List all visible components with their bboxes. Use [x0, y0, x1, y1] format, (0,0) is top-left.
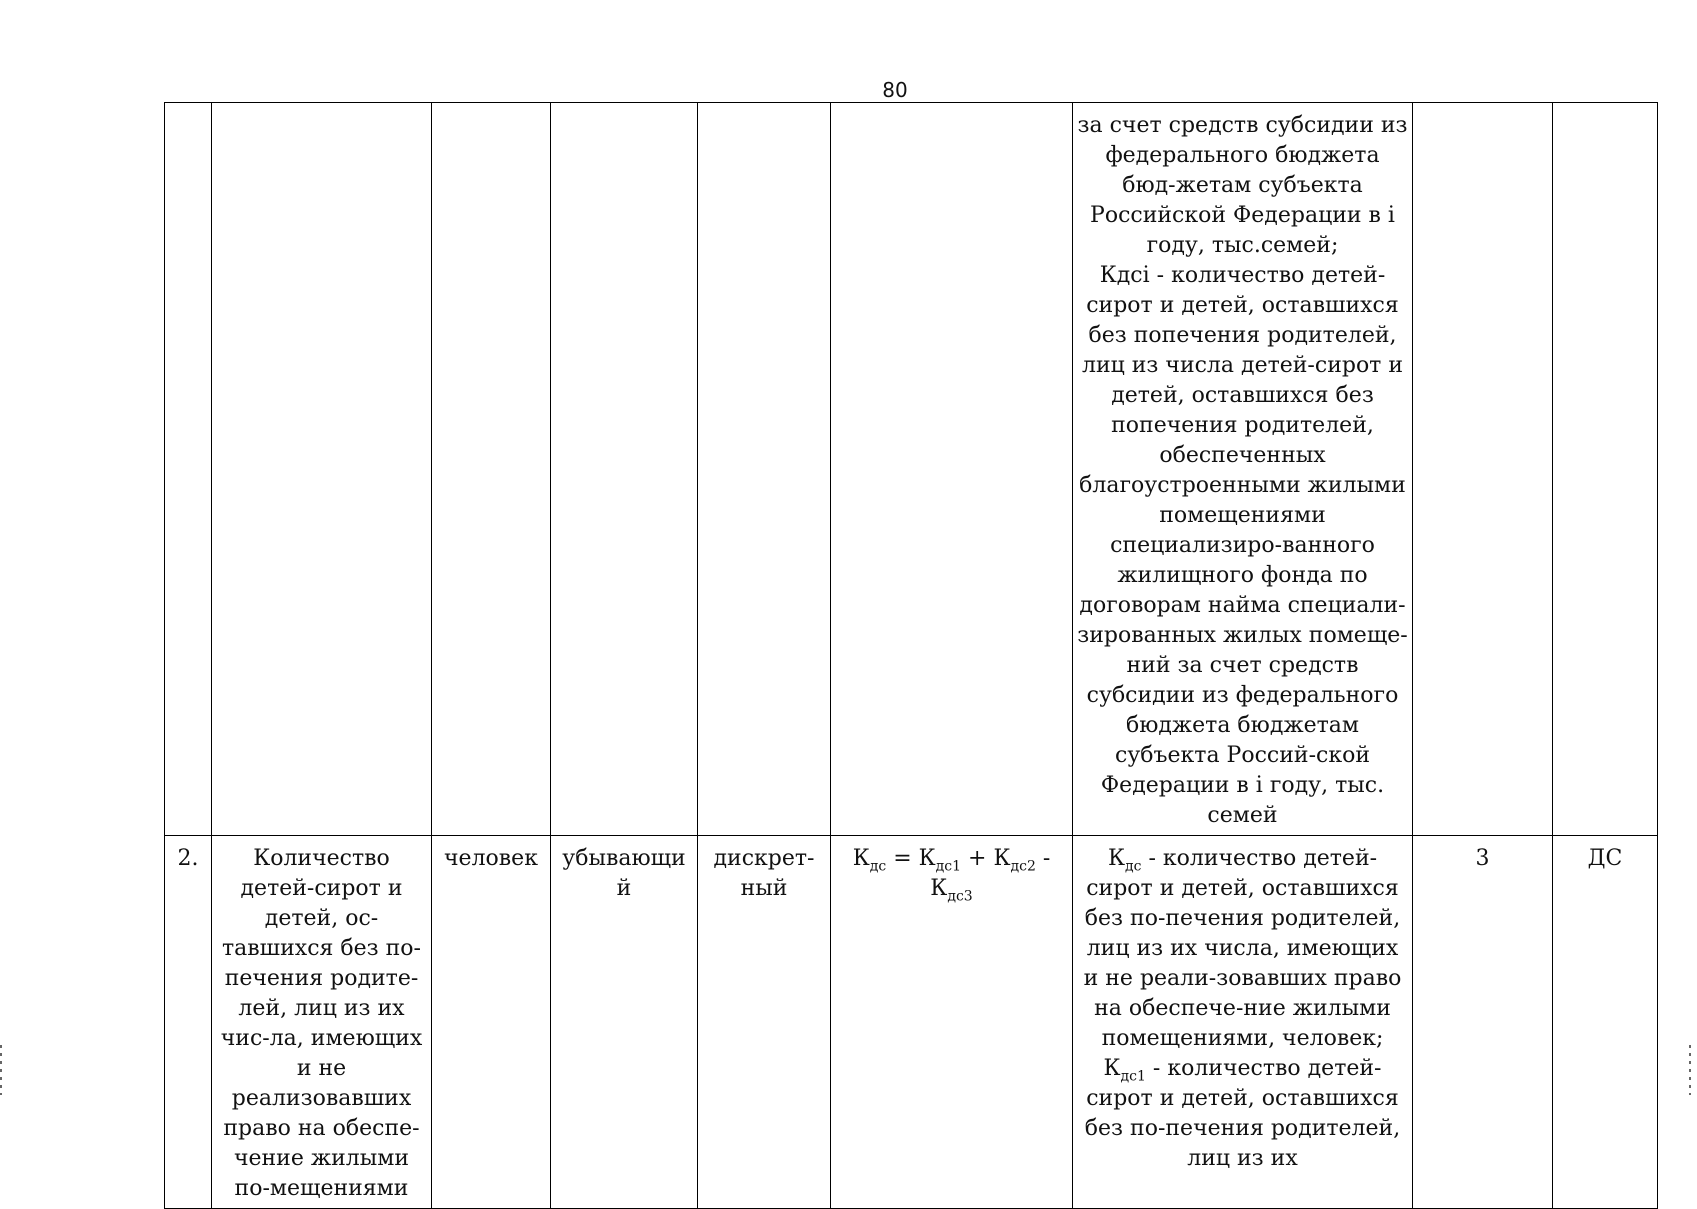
formula-equals: =: [886, 846, 919, 871]
scan-edge-mark-right: [1689, 1045, 1691, 1095]
cell-source-empty: [1553, 103, 1658, 836]
cell-unit-empty: [432, 103, 551, 836]
page-number: 80: [882, 78, 908, 102]
desc-text-1: - количество детей-сирот и детей, оставшихся без по-печения родителей, лиц из их числа, имеющих и не реали-зовавших право на обеспече-ние жилыми помещениями, человек;: [1083, 846, 1402, 1051]
cell-formula-empty: [831, 103, 1073, 836]
desc-symbol-k1-sub: дс1: [1120, 1068, 1146, 1085]
indicator-table: [164, 102, 1658, 1209]
formula-term1: К: [918, 846, 936, 871]
formula-term2-sub: дс2: [1010, 858, 1036, 875]
formula-minus: -: [1035, 846, 1051, 871]
description-part-1: за счет средств субсидии из федерального бюджета бюд-жетам субъекта Российской Федерации в i году, тыс.семей;: [1077, 113, 1408, 258]
cell-description-continued: [1073, 103, 1413, 836]
cell-description: [1073, 836, 1413, 1209]
formula-term3: К: [930, 876, 948, 901]
desc-symbol-k: К: [1107, 846, 1125, 871]
cell-unit: человек: [432, 836, 551, 1209]
formula-lhs: К: [852, 846, 870, 871]
table-row-2: [165, 836, 1658, 1209]
cell-number-empty: [165, 103, 212, 836]
cell-row-number: 2.: [165, 836, 212, 1209]
formula-term1-sub: дс1: [935, 858, 962, 875]
formula-term3-sub: дс3: [947, 888, 973, 905]
cell-trend: убывающий: [551, 836, 698, 1209]
description-part-2: Кдсi - количество детей-сирот и детей, оставшихся без попечения родителей, лиц из числа детей-сирот и детей, оставшихся без попечения родителей, обеспеченных благоустроенными жилыми помещениями специализиро-ванного жилищного фонда по договорам найма специали-зированных жилых помеще-ний за счет средств субсидии из федерального бюджета бюджетам субъекта Россий-ской Федерации в i году, тыс. семей: [1077, 263, 1408, 828]
cell-source: ДС: [1553, 836, 1658, 1209]
cell-type: дискрет-ный: [698, 836, 831, 1209]
formula-lhs-sub: дс: [869, 858, 887, 875]
cell-type-empty: [698, 103, 831, 836]
desc-text-2: - количество детей-сирот и детей, оставшихся без по-печения родителей, лиц из их: [1084, 1056, 1401, 1171]
cell-method-empty: [1413, 103, 1553, 836]
table-row-continued: [165, 103, 1658, 836]
desc-symbol-k1: К: [1103, 1056, 1121, 1081]
scan-edge-mark-left: [0, 1045, 2, 1095]
formula-term2: К: [993, 846, 1011, 871]
cell-trend-empty: [551, 103, 698, 836]
cell-formula: [831, 836, 1073, 1209]
cell-method-code: 3: [1413, 836, 1553, 1209]
formula-plus: +: [961, 846, 994, 871]
cell-indicator-name: Количество детей-сирот и детей, ос-тавшихся без по-печения родите-лей, лиц из их чис-ла, имеющих и не реализовавших право на обеспе-чение жилыми по-мещениями: [212, 836, 432, 1209]
cell-name-empty: [212, 103, 432, 836]
desc-symbol-k-sub: дс: [1124, 858, 1142, 875]
